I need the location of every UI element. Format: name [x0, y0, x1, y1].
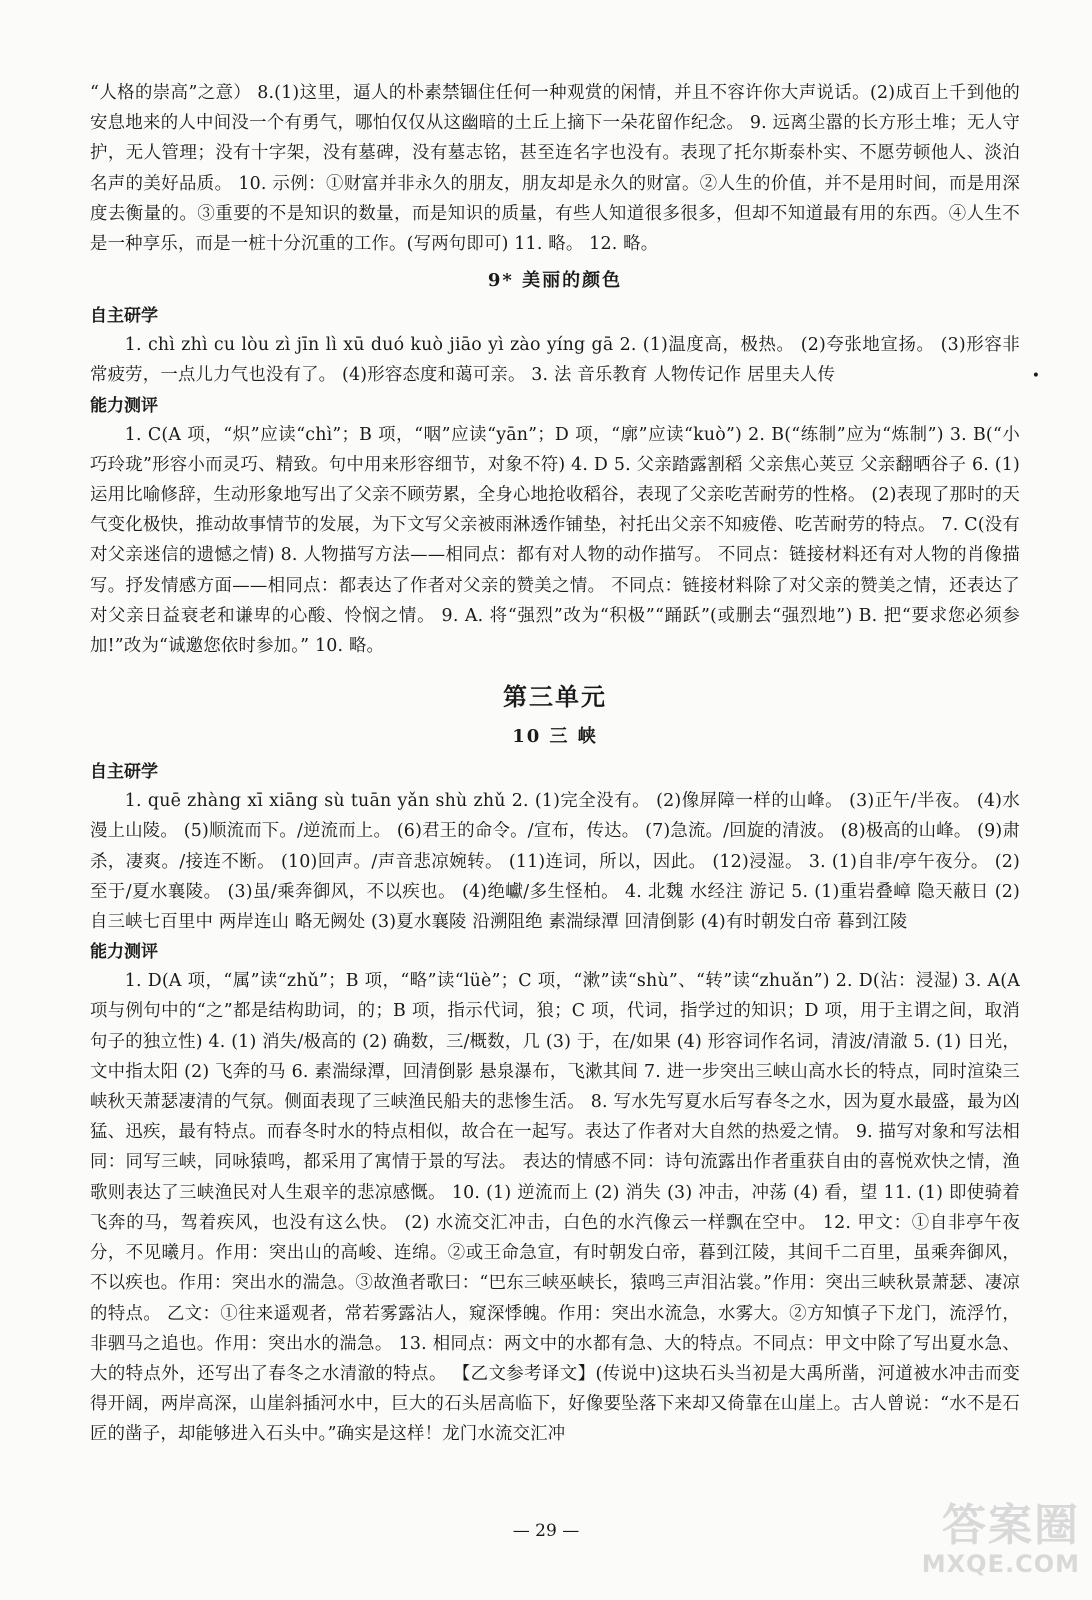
answer-paragraph: 1. quē zhàng xī xiāng sù tuān yǎn shù zhǔ 2. (1)完全没有。 (2)像屏障一样的山峰。 (3)正午/半夜。 (4)水漫上山陵。 (5)顺流而下。/逆流而上。 (6)君王的命令。/宣布，传达。 (7)急流。/回旋的清波。 (8)极高的山峰。 (9)肃杀，凄爽。/接连不断。 (10)回声。/声音悲凉婉转。 (11)连词，所以，因此。 (12)浸湿。 3. (1)自非/亭午夜分。 (2)至于/夏水襄陵。 (3)虽/乘奔御风，不以疾也。 (4)绝巘/多生怪柏。 4. 北魏 水经注 游记 5. (1)重岩叠嶂 隐天蔽日 (2)自三峡七百里中 两岸连山 略无阙处 (3)夏水襄陵 沿溯阻绝 素湍绿潭 回清倒影 (4)有时朝发白帝 暮到江陵 — [90, 791, 1020, 933]
watermark-logo: 答案圈 — [942, 1500, 1080, 1551]
unit-title: 第三单元 — [503, 683, 607, 712]
watermark — [890, 1502, 1080, 1592]
margin-mark: • — [1031, 368, 1040, 384]
page-body — [90, 78, 1020, 1450]
answer-paragraph: “人格的崇高”之意） 8.(1)这里，逼人的朴素禁锢住任何一种观赏的闲情，并且不容许你大声说话。(2)成百上千到他的安息地来的人中间没一个有勇气，哪怕仅仅从这幽暗的土丘上摘下一朵花留作纪念。 9. 远离尘嚣的长方形土堆；无人守护，无人管理；没有十字架，没有墓碑，没有墓志铭，甚至连名字也没有。表现了托尔斯泰朴实、不愿劳顿他人、淡泊名声的美好品质。 10. 示例：①财富并非永久的朋友，朋友却是永久的财富。②人生的价值，并不是用时间，而是用深度去衡量的。③重要的不是知识的数量，而是知识的质量，有些人知道很多很多，但却不知道最有用的东西。④人生不是一种享乐，而是一桩十分沉重的工作。(写两句即可) 11. 略。 12. 略。 — [90, 83, 1020, 255]
answer-paragraph: 1. C(A 项，“炽”应读“chì”；B 项，“咽”应读“yān”；D 项，“廓”应读“kuò”) 2. B(“练制”应为“炼制”) 3. B(“小巧玲珑”形容小而灵巧、精致。句中用来形容细节，对象不符) 4. D 5. 父亲踏露割稻 父亲焦心荚豆 父亲翻晒谷子 6. (1)运用比喻修辞，生动形象地写出了父亲不顾劳累，全身心地抢收稻谷，表现了父亲吃苦耐劳的性格。 (2)表现了那时的天气变化极快，推动故事情节的发展，为下文写父亲被雨淋透作铺垫，衬托出父亲不知疲倦、吃苦耐劳的特点。 7. C(没有对父亲迷信的遗憾之情) 8. 人物描写方法——相同点：都有对人物的动作描写。 不同点：链接材料还有对人物的肖像描写。抒发情感方面——相同点：都表达了作者对父亲的赞美之情。 不同点：链接材料除了对父亲的赞美之情，还表达了对父亲日益衰老和谦卑的心酸、怜悯之情。 9. A. 将“强烈”改为“积极”“踊跃”(或删去“强烈地”) B. 把“要求您必须参加!”改为“诚邀您依时参加。” 10. 略。 — [90, 424, 1020, 657]
section-heading: 自主研学 — [90, 762, 158, 783]
watermark-url: MXQE.COM — [921, 1550, 1080, 1578]
answer-paragraph: 1. chì zhì cu lòu zì jīn lì xū duó kuò jiāo yì zào yíng gā 2. (1)温度高，极热。 (2)夸张地宣扬。 (3)形容非常疲劳，一点儿力气也没有了。 (4)形容态度和蔼可亲。 3. 法 音乐教育 人物传记作 居里夫人传 — [90, 335, 1020, 386]
section-heading: 能力测评 — [90, 942, 158, 963]
lesson-title: 9* 美丽的颜色 — [487, 270, 623, 292]
section-heading: 自主研学 — [90, 306, 158, 327]
section-heading: 能力测评 — [90, 395, 158, 416]
answer-paragraph: 1. D(A 项，“属”读“zhǔ”；B 项，“略”读“lüè”；C 项，“漱”读“shù”、“转”读“zhuǎn”) 2. D(沾：浸湿) 3. A(A 项与例句中的“之”都是结构助词，的；B 项，指示代词，狼；C 项，代词，指学过的知识；D 项，用于主谓之间，取消句子的独立性) 4. (1) 消失/极高的 (2) 确数，三/概数，几 (3) 于，在/如果 (4) 形容词作名词，清波/清澈 5. (1) 日光，文中指太阳 (2) 飞奔的马 6. 素湍绿潭，回清倒影 悬泉瀑布，飞漱其间 7. 进一步突出三峡山高水长的特点，同时渲染三峡秋天萧瑟凄清的气氛。侧面表现了三峡渔民船夫的悲惨生活。 8. 写水先写夏水后写春冬之水，因为夏水最盛，最为凶猛、迅疾，最有特点。而春冬时水的特点相似，故合在一起写。表达了作者对大自然的热爱之情。 9. 描写对象和写法相同：同写三峡，同咏猿鸣，都采用了寓情于景的写法。 表达的情感不同：诗句流露出作者重获自由的喜悦欢快之情，渔歌则表达了三峡渔民对人生艰辛的悲凉感慨。 10. (1) 逆流而上 (2) 消失 (3) 冲击，冲荡 (4) 看，望 11. (1) 即使骑着飞奔的马，驾着疾风，也没有这么快。 (2) 水流交汇冲击，白色的水汽像云一样飘在空中。 12. 甲文：①自非亭午夜分，不见曦月。作用：突出山的高峻、连绵。②或王命急宣，有时朝发白帝，暮到江陵，其间千二百里，虽乘奔御风，不以疾也。作用：突出水的湍急。③故渔者歌曰：“巴东三峡巫峡长，猿鸣三声泪沾裳。”作用：突出三峡秋景萧瑟、凄凉的特点。 乙文：①往来遥观者，常若雾露沾人，窥深悸魄。作用：突出水流急，水雾大。②方知慎子下龙门，流浮竹，非驷马之追也。作用：突出水的湍急。 13. 相同点：两文中的水都有急、大的特点。不同点：甲文中除了写出夏水急、大的特点外，还写出了春冬之水清澈的特点。 【乙文参考译文】(传说中)这块石头当初是大禹所凿，河道被水冲击而变得开阔，两岸高深，山崖斜插河水中，巨大的石头居高临下，好像要坠落下来却又倚靠在山崖上。古人曾说：“水不是石匠的凿子，却能够进入石头中。”确实是这样！龙门水流交汇冲 — [90, 971, 1020, 1445]
page-number: — 29 — — [512, 1521, 580, 1541]
lesson-title: 10 三 峡 — [512, 726, 598, 748]
